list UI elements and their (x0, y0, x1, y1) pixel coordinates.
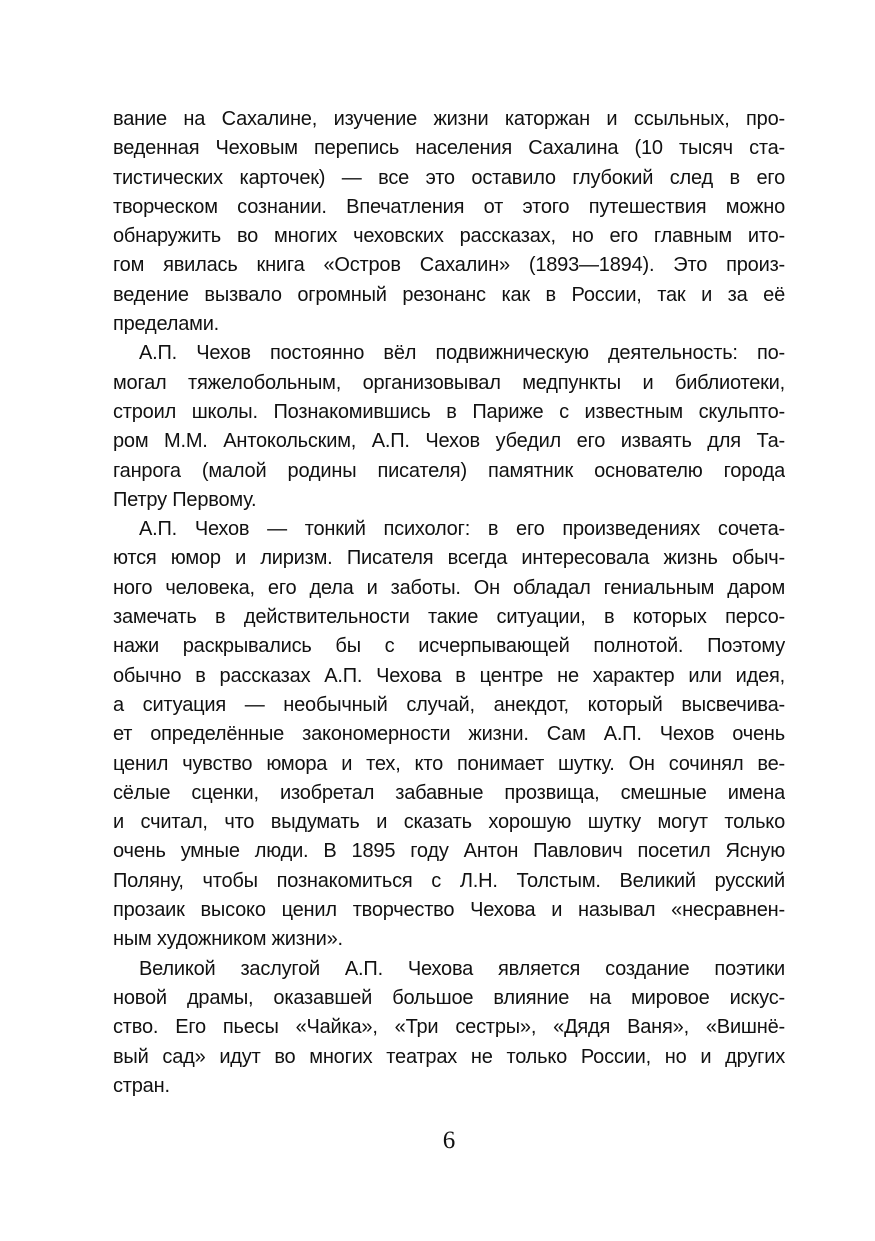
text-line: Петру Первому. (113, 488, 257, 511)
text-line: ным художником жизни». (113, 928, 343, 951)
text-line: нажи раскрывались бы с исчерпывающей полнотой. Поэтому (113, 635, 785, 658)
text-line: пределами. (113, 313, 220, 336)
paragraph (113, 955, 785, 1101)
text-line: строил школы. Познакомившись в Париже с известным скульпто- (113, 400, 785, 423)
text-line: прозаик высоко ценил творчество Чехова и называл «несравнен- (113, 899, 785, 922)
text-line: ет определённые закономерности жизни. Сам А.П. Чехов очень (113, 723, 785, 746)
page-number: 6 (442, 1127, 456, 1154)
text-line: творческом сознании. Впечатления от этого путешествия можно (113, 195, 785, 218)
text-line: ганрога (малой родины писателя) памятник основателю города (113, 459, 785, 482)
text-block (113, 105, 785, 1101)
text-line: Великой заслугой А.П. Чехова является создание поэтики (139, 957, 785, 980)
text-line: тистических карточек) — все это оставило глубокий след в его (113, 166, 785, 189)
text-line: ются юмор и лиризм. Писателя всегда интересовала жизнь обыч- (113, 547, 785, 570)
text-line: А.П. Чехов постоянно вёл подвижническую деятельность: по- (139, 342, 785, 365)
text-line: очень умные люди. В 1895 году Антон Павлович посетил Ясную (113, 840, 785, 863)
text-line: Поляну, чтобы познакомиться с Л.Н. Толстым. Великий русский (113, 869, 785, 892)
text-line: сёлые сценки, изобретал забавные прозвища, смешные имена (113, 781, 785, 804)
text-line: а ситуация — необычный случай, анекдот, который высвечива- (113, 693, 785, 716)
text-line: ром М.М. Антокольским, А.П. Чехов убедил его изваять для Та- (113, 430, 785, 453)
text-line: замечать в действительности такие ситуации, в которых персо- (113, 606, 785, 629)
text-line: ство. Его пьесы «Чайка», «Три сестры», «Дядя Ваня», «Вишнё- (113, 1016, 785, 1039)
text-line: ведение вызвало огромный резонанс как в России, так и за её (113, 283, 785, 306)
text-line: и считал, что выдумать и сказать хорошую шутку могут только (113, 811, 785, 834)
text-line: ценил чувство юмора и тех, кто понимает шутку. Он сочинял ве- (113, 752, 785, 775)
text-line: новой драмы, оказавшей большое влияние на мировое искус- (113, 986, 785, 1009)
text-line: ного человека, его дела и заботы. Он обладал гениальным даром (113, 576, 785, 599)
paragraph (113, 105, 785, 339)
text-line: обычно в рассказах А.П. Чехова в центре не характер или идея, (113, 664, 785, 687)
text-line: веденная Чеховым перепись населения Сахалина (10 тысяч ста- (113, 137, 785, 160)
text-line: вание на Сахалине, изучение жизни каторжан и ссыльных, про- (113, 108, 785, 130)
text-line: А.П. Чехов — тонкий психолог: в его произведениях сочета- (139, 518, 785, 541)
paragraph (113, 339, 785, 515)
text-line: могал тяжелобольным, организовывал медпункты и библиотеки, (113, 371, 785, 394)
text-line: гом явилась книга «Остров Сахалин» (1893—1894). Это произ- (113, 254, 785, 277)
text-line: обнаружить во многих чеховских рассказах, но его главным ито- (113, 225, 785, 248)
text-line: стран. (113, 1074, 170, 1097)
text-line: вый сад» идут во многих театрах не только России, но и других (113, 1045, 785, 1068)
paragraph (113, 515, 785, 954)
